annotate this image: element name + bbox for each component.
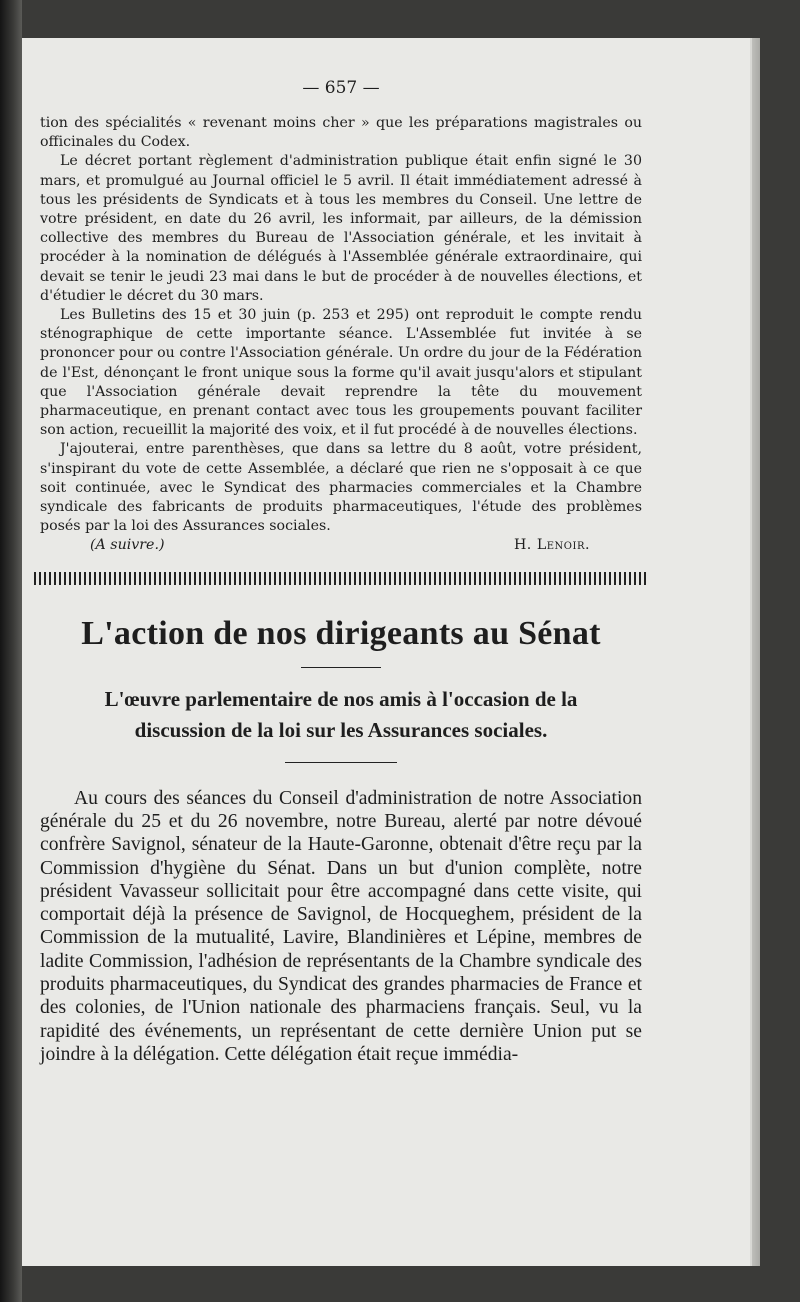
paragraph: Les Bulletins des 15 et 30 juin (p. 253 et 295) ont reproduit le compte rendu sténographique de cette importante séance. L'Assemblée fut invitée à se prononcer pour ou contre l'Association générale. Un ordre du jour de la Fédération de l'Est, dénonçant le front unique sous la forme qu'il avait jusqu'alors et stipulant que l'Association générale devait reprendre la tête du mouvement pharmaceutique, en prenant contact avec tous les groupements pouvant faciliter son action, recueillit la majorité des voix, et il fut procédé à de nouvelles élections. [40,307,642,439]
signature-line [40,536,642,555]
to-be-continued: (A suivre.) [90,537,165,554]
scan-bottom-edge [22,1266,762,1302]
paragraph: Le décret portant règlement d'administration publique était enfin signé le 30 mars, et promulgué au Journal officiel le 5 avril. Il était immédiatement adressé à tous les présidents de Syndicats et à tous les membres du Conseil. Une lettre de votre président, en date du 26 avril, les informait, par ailleurs, de la démission collective des membres du Bureau de l'Association générale, et les invitait à procéder à la nomination de délégués à l'Assemblée générale extraordinaire, qui devait se tenir le jeudi 23 mai dans le but de procéder à de nouvelles élections, et d'étudier le décret du 30 mars. [40,153,642,304]
scan-left-edge [0,0,22,1302]
article-subtitle: L'œuvre parlementaire de nos amis à l'occasion de la discussion de la loi sur les Assurances sociales. [104,686,578,742]
paragraph: Au cours des séances du Conseil d'administration de notre Association générale du 25 et du 26 novembre, notre Bureau, alerté par notre dévoué confrère Savignol, sénateur de la Haute-Garonne, obtenait d'être reçu par la Commission d'hygiène du Sénat. Dans un but d'union complète, notre président Vavasseur sollicitait pour être accompagné dans cette visite, qui comportait déjà la présence de Savignol, de Hocqueghem, président de la Commission de la mutualité, Lavire, Blandinières et Lépine, membres de ladite Commission, l'adhésion de représentants de la Chambre syndicale des produits pharmaceutiques, du Syndicat des grandes pharmacies de France et des colonies, de l'Union nationale des pharmaciens français. Seul, vu la rapidité des événements, un représentant de cette dernière Union put se joindre à la délégation. Cette délégation était reçue immédia- [40,787,642,1065]
author: H. Lenoir. [513,537,590,554]
page-number: — 657 — [302,78,380,98]
paragraph: tion des spécialités « revenant moins cher » que les préparations magistrales ou officinales du Codex. [40,115,642,151]
previous-article [40,114,642,556]
article-body [40,787,642,1067]
subtitle-rule [285,762,397,763]
ornamental-divider [34,572,648,585]
page-content [40,78,642,1066]
article-title: L'action de nos dirigeants au Sénat [81,614,601,652]
paragraph: J'ajouterai, entre parenthèses, que dans sa lettre du 8 août, votre président, s'inspirant du vote de cette Assemblée, a déclaré que rien ne s'opposait à ce que soit continuée, avec le Syndicat des pharmacies commerciales et la Chambre syndicale des fabricants de produits pharmaceutiques, l'étude des problèmes posés par la loi des Assurances sociales. [40,441,642,535]
title-rule [301,667,381,668]
